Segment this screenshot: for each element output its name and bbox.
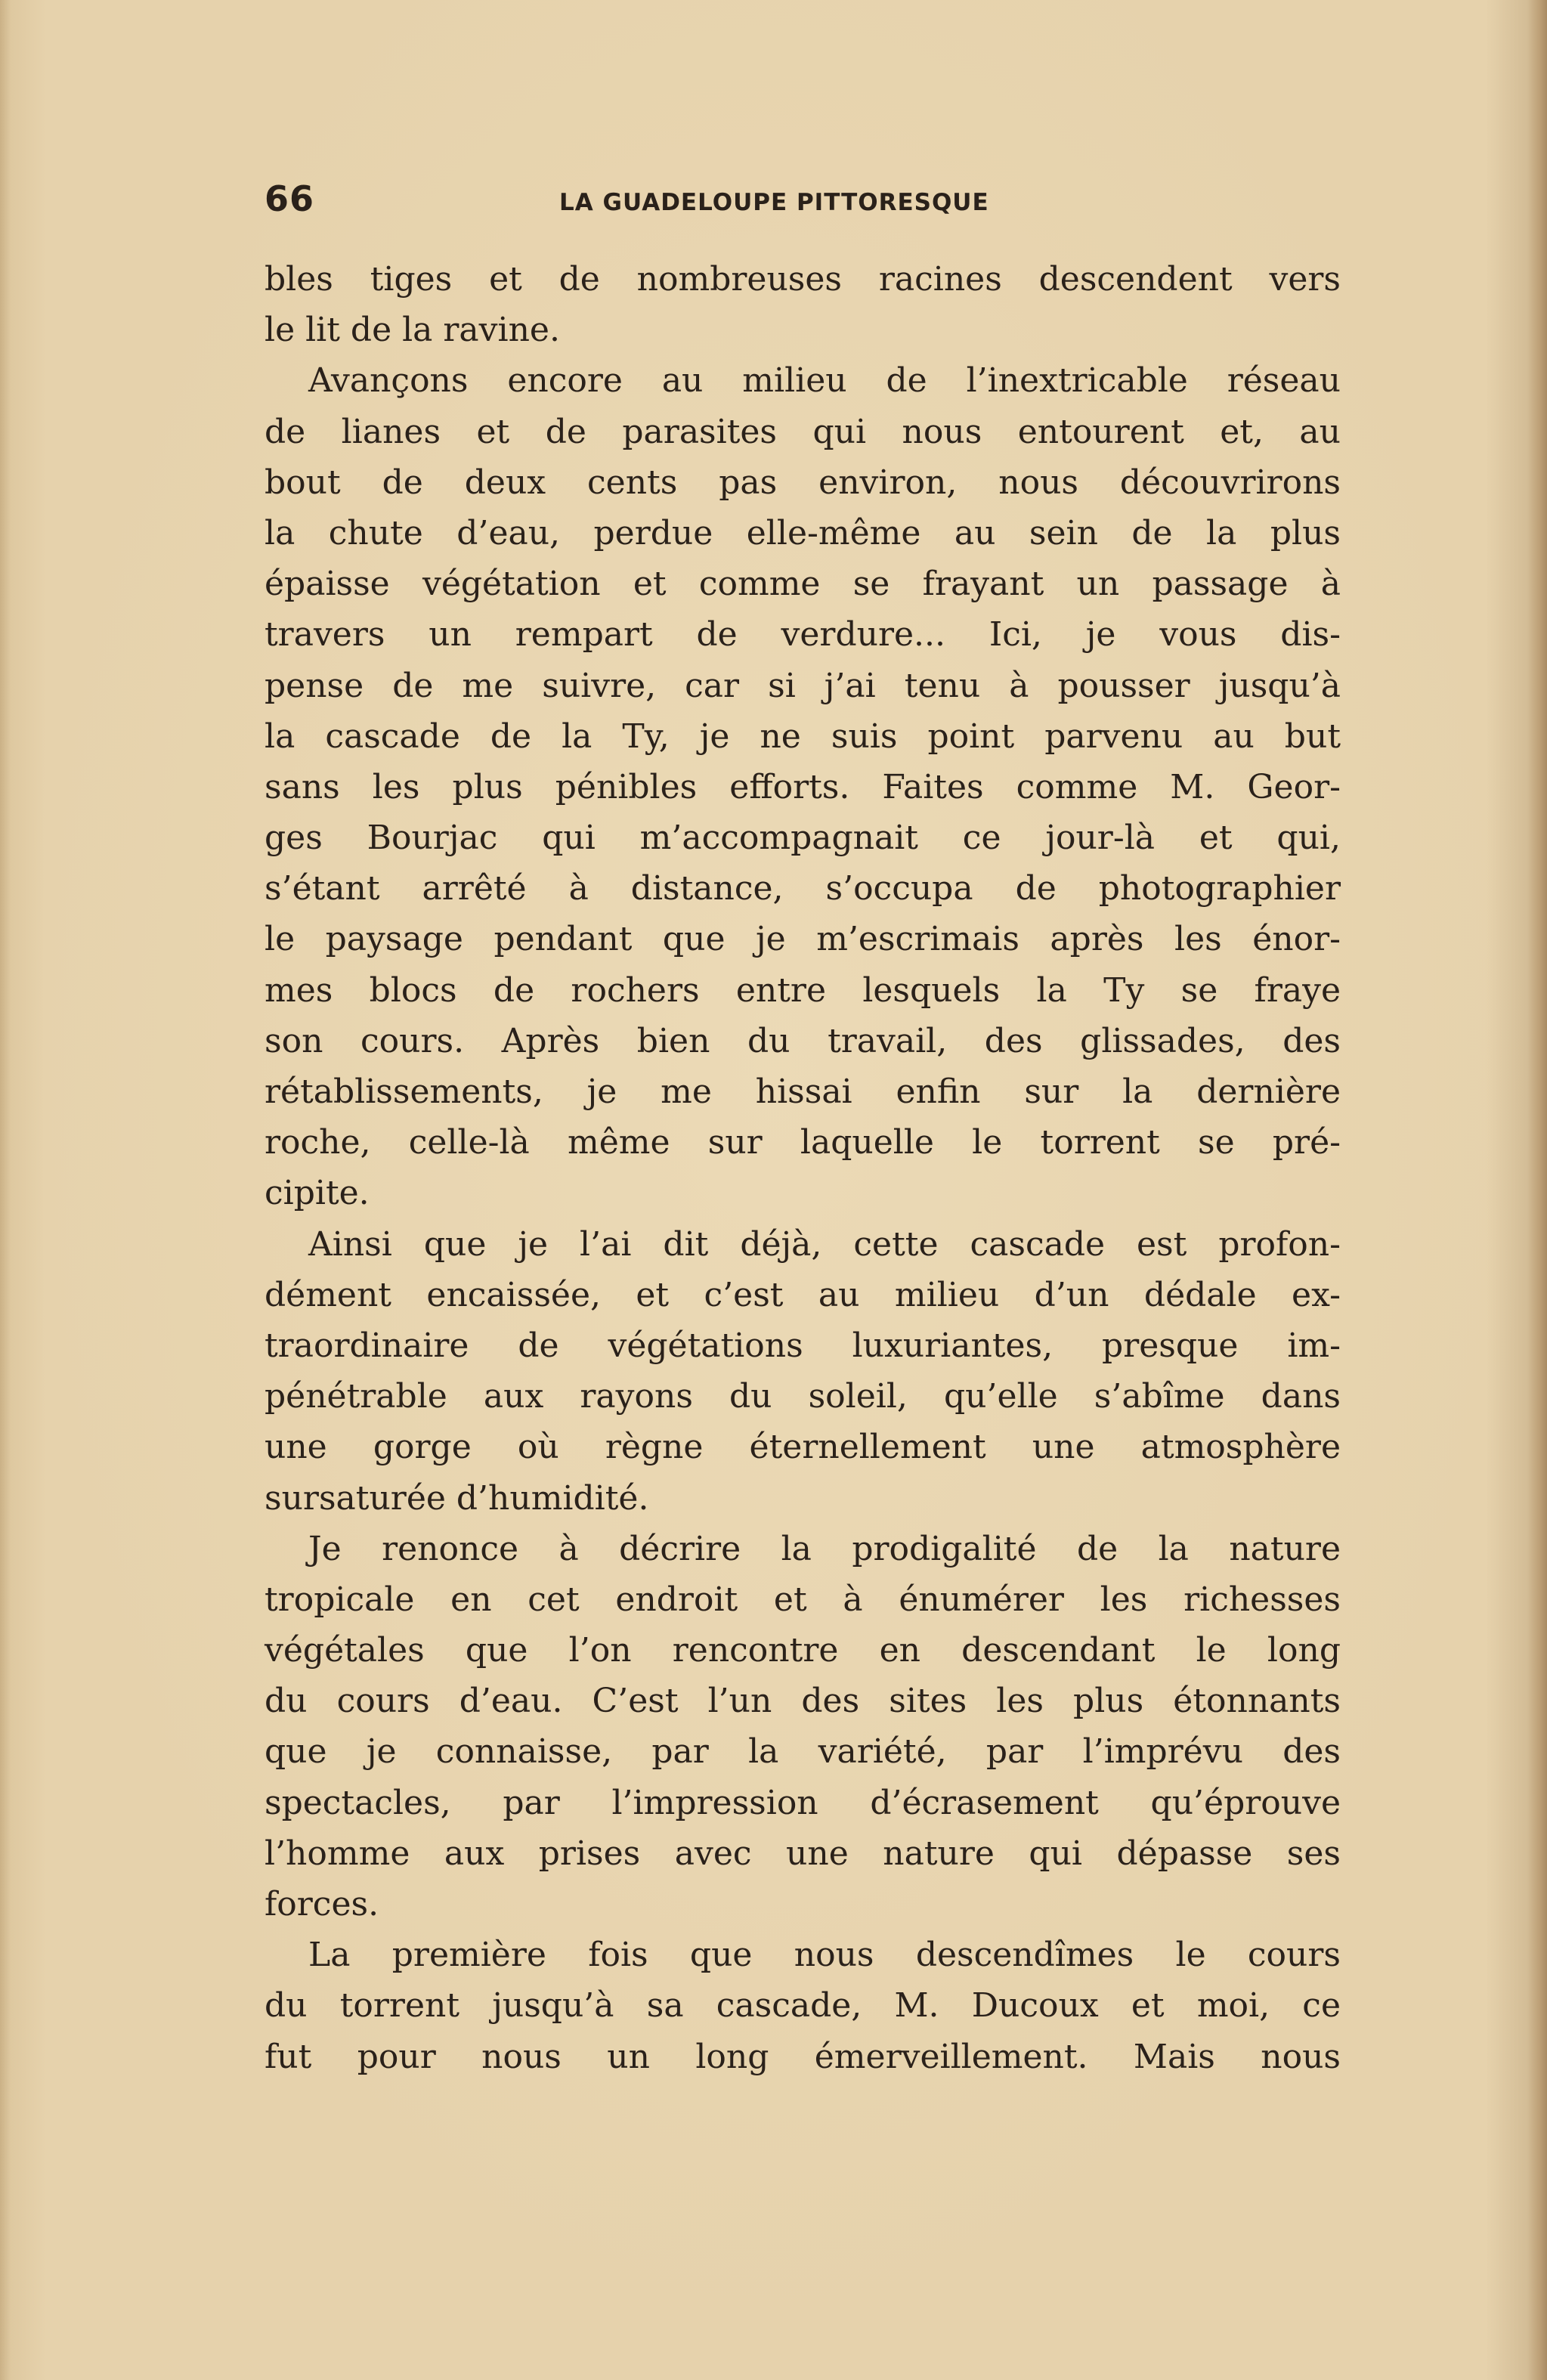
page-number: 66 [265,178,315,219]
text-line: la cascade de la Ty, je ne suis point parvenu au but [265,716,1341,756]
text-line: travers un rempart de verdure... Ici, je vous dis- [265,615,1341,655]
text-line: bout de deux cents pas environ, nous découvrirons [265,463,1341,502]
text-line: le lit de la ravine. [265,311,560,350]
text-line: de lianes et de parasites qui nous entourent et, au [265,412,1341,451]
text-line: la chute d’eau, perdue elle-même au sein de la plus [265,513,1341,552]
text-line: une gorge où règne éternellement une atmosphère [265,1428,1341,1467]
text-line: roche, celle-là même sur laquelle le torrent se pré- [265,1123,1341,1162]
text-line: rétablissements, je me hissai enfin sur la dernière [265,1072,1341,1111]
page-header [265,178,1338,231]
text-line: cipite. [265,1174,370,1213]
text-line: spectacles, par l’impression d’écrasement qu’éprouve [265,1783,1341,1822]
text-line: du torrent jusqu’à sa cascade, M. Ducoux et moi, ce [265,1986,1341,2026]
text-line: son cours. Après bien du travail, des glissades, des [265,1021,1341,1060]
text-line: tropicale en cet endroit et à énumérer les richesses [265,1580,1341,1619]
text-line: pense de me suivre, car si j’ai tenu à pousser jusqu’à [265,666,1341,705]
text-line: du cours d’eau. C’est l’un des sites les plus étonnants [265,1682,1341,1721]
text-line: Ainsi que je l’ai dit déjà, cette cascade est profon- [308,1224,1341,1264]
text-line: que je connaisse, par la variété, par l’imprévu des [265,1732,1341,1772]
text-line: s’étant arrêté à distance, s’occupa de photographier [265,869,1341,908]
text-line: épaisse végétation et comme se frayant un passage à [265,565,1341,604]
text-line: pénétrable aux rayons du soleil, qu’elle s’abîme dans [265,1377,1341,1416]
text-line: l’homme aux prises avec une nature qui dépasse ses [265,1834,1341,1873]
text-line: fut pour nous un long émerveillement. Mais nous [265,2037,1341,2076]
text-line: le paysage pendant que je m’escrimais après les énor- [265,920,1341,959]
text-line: Avançons encore au milieu de l’inextricable réseau [308,361,1341,401]
text-line: dément encaissée, et c’est au milieu d’un dédale ex- [265,1275,1341,1314]
text-line: traordinaire de végétations luxuriantes, presque im- [265,1326,1341,1365]
body-text [265,254,1341,2082]
page-right-edge-shadow [1527,0,1547,2380]
text-line: forces. [265,1885,379,1923]
text-line: sans les plus pénibles efforts. Faites comme M. Geor- [265,767,1341,806]
text-line: mes blocs de rochers entre lesquels la Ty se fraye [265,970,1341,1010]
text-line: Je renonce à décrire la prodigalité de la nature [308,1529,1341,1568]
text-line: ges Bourjac qui m’accompagnait ce jour-là et qui, [265,819,1341,858]
text-line: La première fois que nous descendîmes le cours [308,1936,1341,1975]
page-left-edge-shadow [0,0,11,2380]
text-line: bles tiges et de nombreuses racines descendent vers [265,260,1341,299]
text-line: végétales que l’on rencontre en descendant le long [265,1631,1341,1670]
text-line: sursaturée d’humidité. [265,1478,649,1518]
running-head: LA GUADELOUPE PITTORESQUE [559,189,989,216]
